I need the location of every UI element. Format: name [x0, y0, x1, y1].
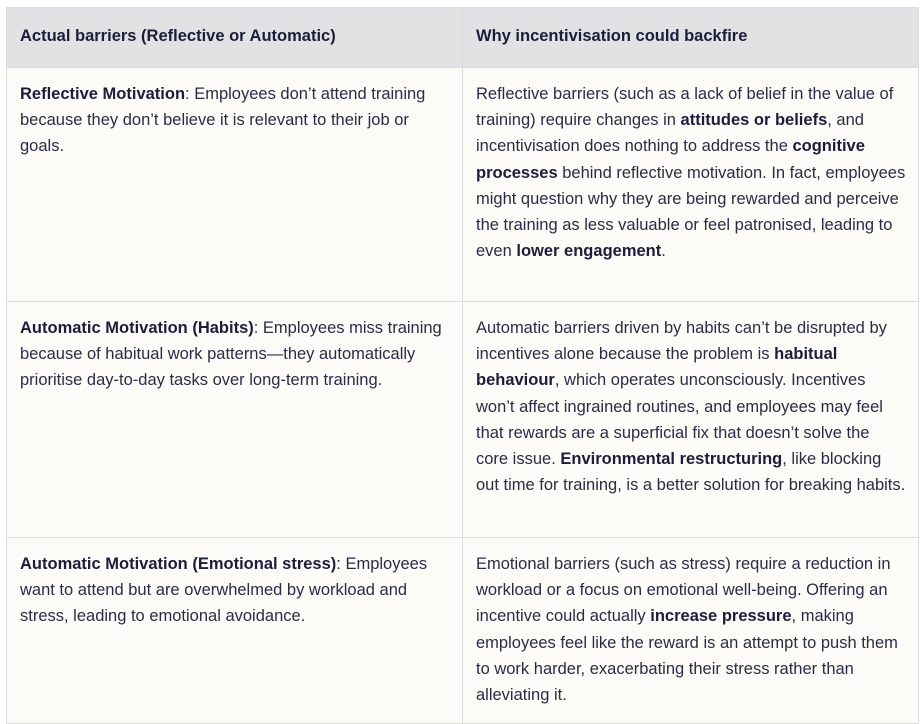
barrier-cell	[7, 538, 463, 724]
why-text: , like blocking out time for training, is a better solution for breaking habits.	[476, 450, 906, 495]
table-row	[7, 68, 919, 302]
why-cell	[463, 68, 919, 302]
why-emphasis: lower engagement	[516, 242, 662, 261]
why-emphasis: cognitive processes	[476, 137, 865, 182]
barrier-title: Automatic Motivation (Habits)	[20, 319, 254, 337]
why-emphasis: Environmental restructuring	[560, 450, 783, 469]
barrier-title: Automatic Motivation (Emotional stress)	[20, 555, 337, 573]
header-barriers: Actual barriers (Reflective or Automatic)	[7, 8, 463, 68]
why-text: .	[661, 242, 666, 261]
why-emphasis: habitual behaviour	[476, 345, 838, 390]
barrier-cell	[7, 302, 463, 538]
header-why-backfire: Why incentivisation could backfire	[463, 8, 919, 68]
why-text: , making employees feel like the reward is an attempt to push them to work harder, exacerbating their stress rather than alleviating it.	[476, 607, 898, 705]
why-text: , and incentivisation does nothing to address the	[476, 111, 864, 156]
why-text: Reflective barriers (such as a lack of belief in the value of training) require changes in	[476, 85, 894, 130]
barrier-text: : Employees don’t attend training because they don’t believe it is relevant to their job or goals.	[20, 85, 426, 156]
barrier-title: Reflective Motivation	[20, 85, 186, 103]
why-emphasis: increase pressure	[650, 607, 792, 626]
barrier-cell	[7, 68, 463, 302]
table-row	[7, 538, 919, 724]
barrier-text: : Employees miss training because of habitual work patterns—they automatically prioritise day-to-day tasks over long-term training.	[20, 319, 442, 390]
why-cell	[463, 302, 919, 538]
why-text: Automatic barriers driven by habits can’t be disrupted by incentives alone because the problem is	[476, 319, 887, 364]
header-row	[7, 8, 919, 68]
table-row	[7, 302, 919, 538]
why-cell	[463, 538, 919, 724]
barriers-table	[6, 7, 919, 724]
why-emphasis: attitudes or beliefs	[680, 111, 828, 130]
why-text: , which operates unconsciously. Incentives won’t affect ingrained routines, and employees may feel that rewards are a superficial fix that doesn’t solve the core issue.	[476, 371, 883, 469]
barrier-text: : Employees want to attend but are overwhelmed by workload and stress, leading to emotional avoidance.	[20, 555, 428, 626]
why-text: Emotional barriers (such as stress) require a reduction in workload or a focus on emotional well-being. Offering an incentive could actually	[476, 555, 891, 626]
why-text: behind reflective motivation. In fact, employees might question why they are being rewarded and perceive the training as less valuable or feel patronised, leading to even	[476, 163, 906, 261]
